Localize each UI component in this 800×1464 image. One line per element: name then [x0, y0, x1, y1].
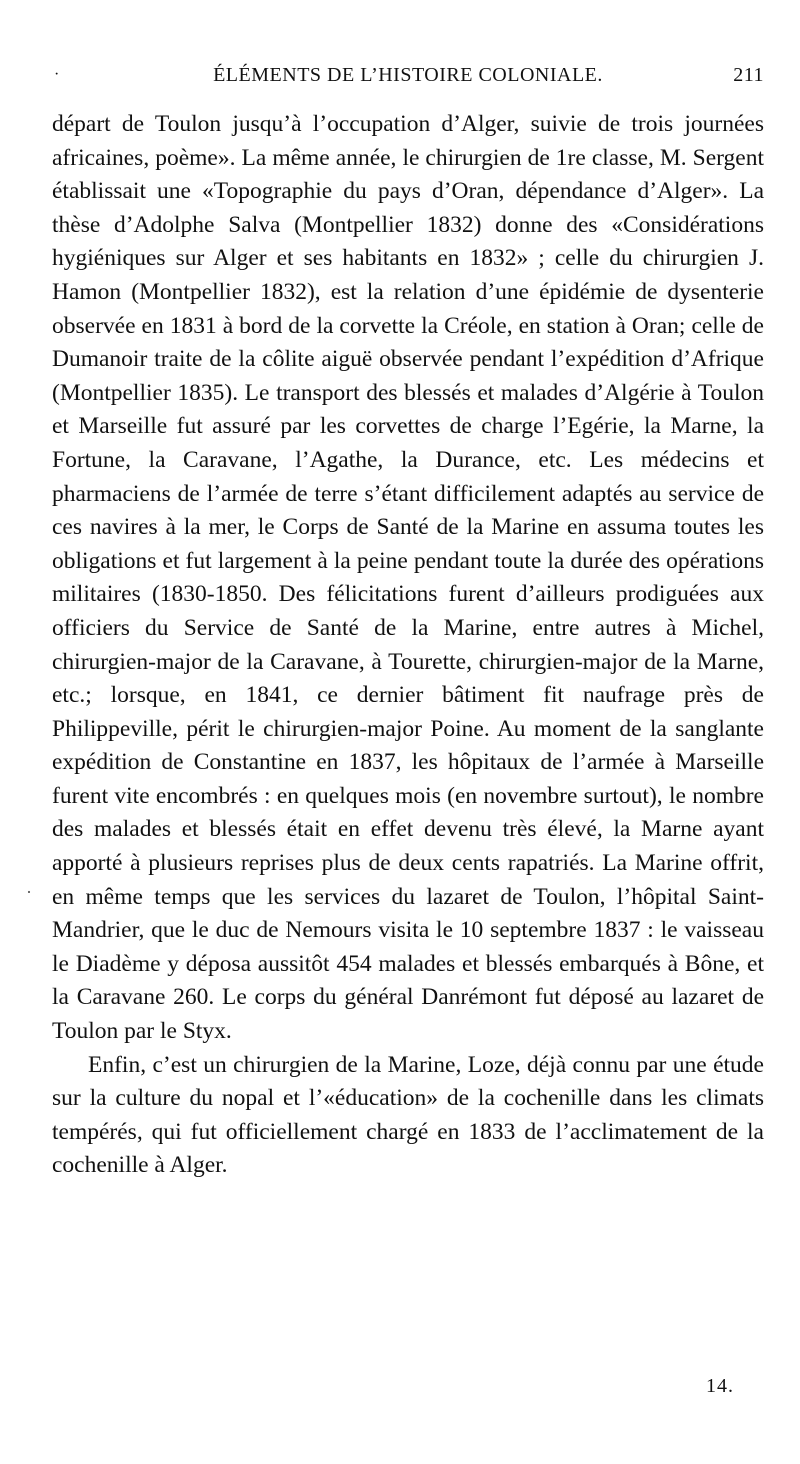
paragraph-1: départ de Toulon jusqu’à l’occupation d’Alger, suivie de trois journées africaines, poème». La même année, le chirurgien de 1re classe, M. Sergent établissait une «Topographie du pays d’Oran, dépendance d’Alger». La thèse d’Adolphe Salva (Montpellier 1832) donne des «Considérations hygiéniques sur Alger et ses habitants en 1832» ; celle du chirurgien J. Hamon (Montpellier 1832), est la relation d’une épidémie de dysenterie observée en 1831 à bord de la corvette la Créole, en station à Oran; celle de Dumanoir traite de la côlite aiguë observée pendant l’expédition d’Afrique (Montpellier 1835). Le transport des blessés et malades d’Algérie à Toulon et Marseille fut assuré par les corvettes de charge l’Egérie, la Marne, la Fortune, la Caravane, l’Agathe, la Durance, etc. Les médecins et pharmaciens de l’armée de terre s’étant difficilement adaptés au service de ces navires à la mer, le Corps de Santé de la Marine en assuma toutes les obligations et fut largement à la peine pendant toute la durée des opérations militaires (1830-1850. Des félicitations furent d’ailleurs prodiguées aux officiers du Service de Santé de la Marine, entre autres à Michel, chirurgien-major de la Caravane, à Tourette, chirurgien-major de la Marne, etc.; lorsque, en 1841, ce dernier bâtiment fit naufrage près de Philippeville, périt le chirurgien-major Poine. Au moment de la sanglante expédition de Constantine en 1837, les hôpitaux de l’armée à Marseille furent vite encombrés : en quelques mois (en novembre surtout), le nombre des malades et blessés était en effet devenu très élevé, la Marne ayant apporté à plusieurs reprises plus de deux cents rapatriés. La Marine offrit, en même temps que les services du lazaret de Toulon, l’hôpital Saint-Mandrier, que le duc de Nemours visita le 10 septembre 1837 : le vaisseau le Diadème y déposa aussitôt 454 malades et blessés embarqués à Bône, et la Caravane 260. Le corps du général Danrémont fut déposé au lazaret de Toulon par le Styx.	[52, 111, 764, 1045]
running-title: ÉLÉMENTS DE L’HISTOIRE COLONIALE.	[213, 64, 603, 86]
body-text	[52, 108, 764, 1183]
header-dot: ·	[54, 66, 60, 83]
signature-mark: 14.	[706, 1375, 734, 1397]
running-header	[52, 62, 764, 96]
margin-mark: ·	[26, 882, 32, 902]
paragraph-2: Enfin, c’est un chirurgien de la Marine, Loze, déjà connu par une étude sur la culture du nopal et l’«éducation» de la cochenille dans les climats tempérés, qui fut officiellement chargé en 1833 de l’acclimatement de la cochenille à Alger.	[52, 1051, 764, 1179]
page-number: 211	[733, 64, 764, 86]
